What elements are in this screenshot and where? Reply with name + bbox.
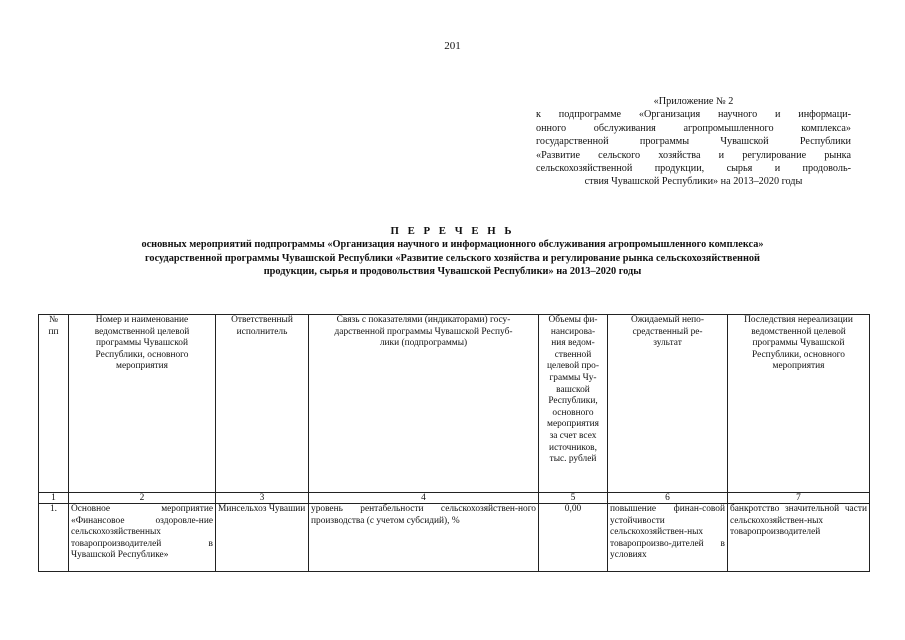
header-cell-number: № пп [39, 315, 69, 493]
heading-line: основных мероприятий подпрограммы «Организация научного и информационного обслуживания агропромышленного комплекса» [141, 239, 764, 251]
list-heading [40, 225, 865, 279]
column-number: 4 [309, 493, 539, 504]
header-cell-result: Ожидаемый непо- средственный ре- зультат [608, 315, 728, 493]
row-executor: Минсельхоз Чувашии [216, 504, 309, 572]
column-number: 2 [69, 493, 216, 504]
appendix-block [536, 95, 851, 189]
column-number: 6 [608, 493, 728, 504]
header-cell-funding: Объемы фи- нансирова- ния ведом- ственной целевой про- граммы Чу- вашской Республики, основного мероприятия за счет всех источников, тыс. рублей [539, 315, 608, 493]
header-cell-indicator: Связь с показателями (индикаторами) госу- дарственной программы Чувашской Респуб- лики (подпрограммы) [309, 315, 539, 493]
header-cell-name: Номер и наименование ведомственной целевой программы Чувашской Республики, основного мероприятия [69, 315, 216, 493]
appendix-line: онного обслуживания агропромышленного комплекса» [536, 122, 851, 134]
page-number: 201 [444, 40, 461, 52]
row-number: 1. [39, 504, 69, 572]
appendix-line: ствия Чувашской Республики» на 2013–2020 годы [584, 176, 803, 188]
row-funding: 0,00 [539, 504, 608, 572]
heading-line: государственной программы Чувашской Республики «Развитие сельского хозяйства и регулирование рынка сельскохозяйственной [145, 252, 760, 264]
row-indicator: уровень рентабельности сельскохозяйствен-ного производства (с учетом субсидий), % [309, 504, 539, 572]
heading-line: продукции, сырья и продовольствия Чувашской Республики» на 2013–2020 годы [263, 266, 642, 278]
header-cell-consequence: Последствия нереализации ведомственной целевой программы Чувашской Республики, основного мероприятия [728, 315, 870, 493]
appendix-line: к подпрограмме «Организация научного и информаци- [536, 109, 851, 121]
appendix-title: «Приложение № 2 [653, 96, 734, 107]
activities-table [38, 314, 870, 572]
row-consequence: банкротство значительной части сельскохозяйствен-ных товаропроизводителей [728, 504, 870, 572]
column-number: 1 [39, 493, 69, 504]
table-row [39, 504, 870, 572]
appendix-line: государственной программы Чувашской Республики [536, 136, 851, 148]
row-result: повышение финан-совой устойчивости сельскохозяйствен-ных товаропроизво-дителей в условиях [608, 504, 728, 572]
appendix-line: «Развитие сельского хозяйства и регулирование рынка [536, 149, 851, 161]
table-header-row [39, 315, 870, 493]
column-number: 7 [728, 493, 870, 504]
column-number: 3 [216, 493, 309, 504]
heading-title: П Е Р Е Ч Е Н Ь [390, 225, 515, 237]
row-name: Основное мероприятие «Финансовое оздоровле-ние сельскохозяйственных товаропроизводителей в Чувашской Республике» [69, 504, 216, 572]
header-cell-executor: Ответственный исполнитель [216, 315, 309, 493]
column-number: 5 [539, 493, 608, 504]
appendix-line: сельскохозяйственной продукции, сырья и продоволь- [536, 163, 851, 175]
column-number-row [39, 493, 870, 504]
